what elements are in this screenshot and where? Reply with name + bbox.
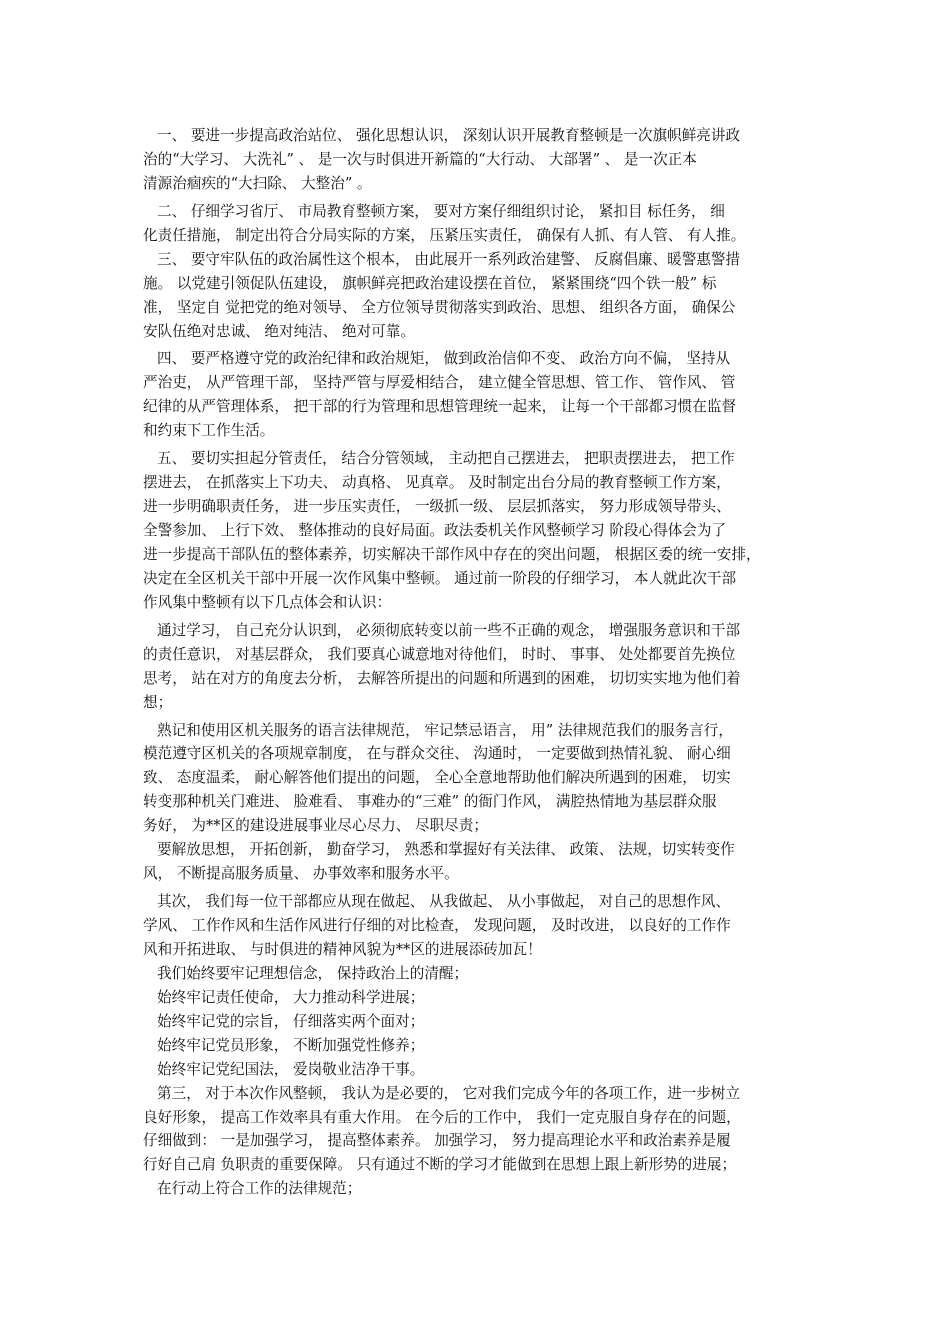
text-line: 始终牢记党的宗旨， 仔细落实两个面对； <box>157 1012 425 1030</box>
text-line: 四、 要严格遵守党的政治纪律和政治规矩， 做到政治信仰不变、 政治方向不偏， 坚持从 <box>157 350 731 368</box>
text-line: 通过学习， 自己充分认识到， 必须彻底转变以前一些不正确的观念， 增强服务意识和干部 <box>157 621 741 639</box>
text-line: 施。 以党建引领促队伍建设， 旗帜鲜亮把政治建设摆在首位， 紧紧围绕“四个铁一般” 标 <box>143 274 717 292</box>
paragraph <box>143 719 813 839</box>
paragraph <box>143 1058 813 1082</box>
text-line: 风和开拓进取、 与时俱进的精神风貌为**区的进展添砖加瓦！ <box>143 940 542 958</box>
text-line: 决定在全区机关干部中开展一次作风集中整顿。 通过前一阶段的仔细学习， 本人就此次干部 <box>143 569 737 587</box>
text-line: 进一步提高干部队伍的整体素养，切实解决干部作风中存在的突出问题， 根据区委的统一安排， <box>143 545 761 563</box>
paragraph <box>143 1082 813 1178</box>
paragraph <box>143 986 813 1010</box>
text-line: 行好自己肩 负职责的重要保障。 只有通过不断的学习才能做到在思想上跟上新形势的进展； <box>143 1156 737 1174</box>
text-line: 模范遵守区机关的各项规章制度， 在与群众交往、 沟通时， 一定要做到热情礼貌、 耐心细 <box>143 745 731 763</box>
text-line: 想； <box>143 693 173 711</box>
text-line: 二、 仔细学习省厅、 市局教育整顿方案， 要对方案仔细组织讨论， 紧扣目 标任务， 细 <box>157 202 725 220</box>
text-line: 清源治痼疾的“大扫除、 大整治” 。 <box>143 174 372 192</box>
paragraph <box>143 1177 813 1201</box>
text-line: 始终牢记党员形象， 不断加强党性修养； <box>157 1036 425 1054</box>
text-line: 其次， 我们每一位干部都应从现在做起、 从我做起、 从小事做起， 对自己的思想作风、 <box>157 893 731 911</box>
text-line: 良好形象， 提高工作效率具有重大作用。 在今后的工作中， 我们一定克服自身存在的问题， <box>143 1108 741 1126</box>
document-page <box>143 124 813 1201</box>
text-line: 和约束下工作生活。 <box>143 422 275 440</box>
paragraph <box>143 838 813 886</box>
text-line: 在行动上符合工作的法律规范； <box>157 1180 362 1198</box>
text-line: 仔细做到： 一是加强学习， 提高整体素养。 加强学习， 努力提高理论水平和政治素养是履 <box>143 1132 731 1150</box>
text-line: 转变那种机关门难进、 脸难看、 事难办的“三难” 的衙门作风， 满腔热情地为基层群众服 <box>143 793 717 811</box>
paragraph <box>143 1034 813 1058</box>
text-line: 的责任意识， 对基层群众， 我们要真心诚意地对待他们， 时时、 事事、 处处都要首先换位 <box>143 645 736 663</box>
text-line: 化责任措施， 制定出符合分局实际的方案， 压紧压实责任， 确保有人抓、有人管、 有人推。 <box>143 226 746 244</box>
text-line: 摆进去， 在抓落实上下功夫、 动真格、 见真章。 及时制定出台分局的教育整顿工作方案， <box>143 474 731 492</box>
text-line: 要解放思想， 开拓创新， 勤奋学习， 熟悉和掌握好有关法律、 政策、 法规，切实转变作 <box>157 841 735 859</box>
paragraph <box>143 962 813 986</box>
text-line: 三、 要守牢队伍的政治属性这个根本， 由此展开一系列政治建警、 反腐倡廉、暖警惠警措 <box>157 250 741 268</box>
text-line: 务好， 为**区的建设进展事业尽心尽力、 尽职尽责； <box>143 817 488 835</box>
text-line: 五、 要切实担起分管责任， 结合分管领域， 主动把自己摆进去， 把职责摆进去， 把工作 <box>157 450 735 468</box>
paragraph <box>143 347 813 443</box>
paragraph <box>143 124 813 196</box>
text-line: 进一步明确职责任务， 进一步压实责任， 一级抓一级、 层层抓落实， 努力形成领导带头、 <box>143 498 731 516</box>
text-line: 熟记和使用区机关服务的语言法律规范， 牢记禁忌语言， 用” 法律规范我们的服务言行， <box>157 721 733 739</box>
text-line: 准， 坚定自 觉把党的绝对领导、 全方位领导贯彻落实到政治、思想、 组织各方面， 确保公 <box>143 298 736 316</box>
paragraph <box>143 200 813 248</box>
text-line: 纪律的从严管理体系， 把干部的行为管理和思想管理统一起来， 让每一个干部都习惯在监督 <box>143 398 737 416</box>
text-line: 全警参加、 上行下效、 整体推动的良好局面。政法委机关作风整顿学习 阶段心得体会为了 <box>143 522 727 539</box>
paragraph <box>143 248 813 344</box>
text-line: 第三， 对于本次作风整顿， 我认为是必要的， 它对我们完成今年的各项工作，进一步树立 <box>157 1084 741 1102</box>
paragraph <box>143 890 813 962</box>
paragraph <box>143 447 813 615</box>
text-line: 始终牢记责任使命， 大力推动科学进展； <box>157 988 425 1006</box>
text-line: 严治吏， 从严管理干部， 坚持严管与厚爱相结合， 建立健全管思想、管工作、 管作风、 管 <box>143 374 736 392</box>
text-line: 风， 不断提高服务质量、 办事效率和服务水平。 <box>143 865 459 883</box>
text-line: 一、 要进一步提高政治站位、 强化思想认识， 深刻认识开展教育整顿是一次旗帜鲜亮讲政 <box>157 127 741 144</box>
text-line: 治的“大学习、 大洗礼” 、 是一次与时俱进开新篇的“大行动、 大部署” 、 是一次正本 <box>143 150 697 168</box>
text-line: 作风集中整顿有以下几点体会和认识： <box>143 593 392 611</box>
text-line: 始终牢记党纪国法， 爱岗敬业洁净干事。 <box>157 1060 425 1078</box>
text-line: 思考， 站在对方的角度去分析， 去解答所提出的问题和所遇到的困难， 切切实实地为他们着 <box>143 669 741 687</box>
text-line: 学风、 工作作风和生活作风进行仔细的对比检查， 发现问题， 及时改进， 以良好的工作作 <box>143 917 731 934</box>
text-line: 我们始终要牢记理想信念， 保持政治上的清醒； <box>157 964 469 982</box>
paragraph <box>143 1010 813 1034</box>
text-line: 致、 态度温柔， 耐心解答他们提出的问题， 全心全意地帮助他们解决所遇到的困难， 切实 <box>143 769 731 787</box>
paragraph <box>143 619 813 715</box>
text-line: 安队伍绝对忠诚、 绝对纯洁、 绝对可靠。 <box>143 322 415 340</box>
